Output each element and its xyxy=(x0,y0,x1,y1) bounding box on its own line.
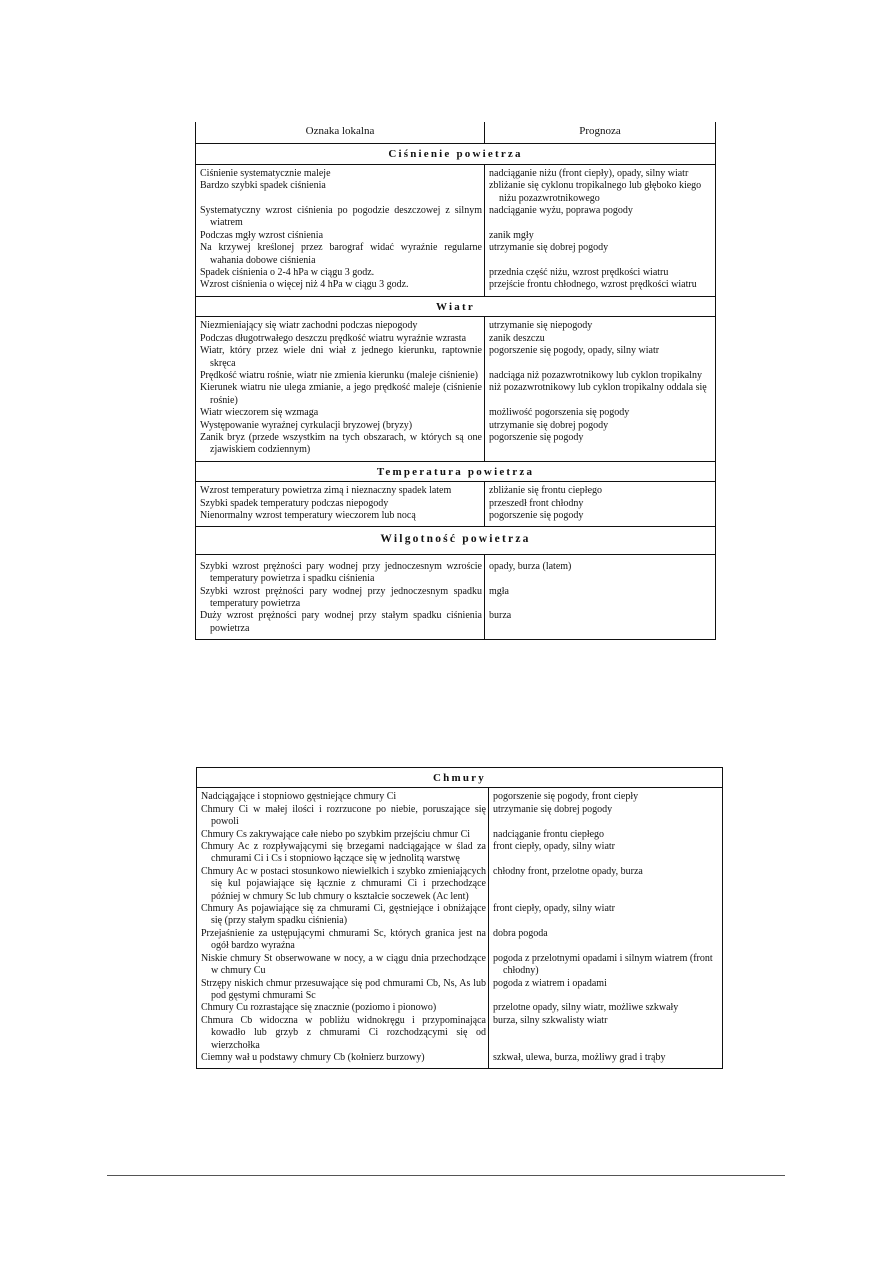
forecast-text: zanik deszczu xyxy=(489,332,545,344)
local-sign-cell xyxy=(196,554,485,585)
forecast-text: pogorszenie się pogody xyxy=(489,509,584,521)
forecast-text: nadciąganie niżu (front ciepły), opady, silny wiatr xyxy=(489,167,689,179)
forecast-text: burza xyxy=(489,610,512,622)
local-sign-text: Prędkość wiatru rośnie, wiatr nie zmienia kierunku (maleje ciśnienie) xyxy=(200,369,478,381)
forecast-cell xyxy=(485,345,716,370)
table-row xyxy=(197,1002,723,1014)
local-sign-text: Wiatr wieczorem się wzmaga xyxy=(200,407,319,419)
local-sign-cell xyxy=(197,1052,489,1069)
forecast-cell xyxy=(489,1052,723,1069)
table-row xyxy=(196,345,716,370)
table-row xyxy=(196,267,716,279)
forecast-table-main xyxy=(195,122,716,640)
local-sign-cell xyxy=(196,164,485,180)
forecast-text: pogorszenie się pogody, front ciepły xyxy=(493,791,639,803)
forecast-cell xyxy=(485,498,716,510)
forecast-cell xyxy=(485,317,716,333)
forecast-cell xyxy=(489,804,723,829)
local-sign-cell xyxy=(197,866,489,903)
section-title: Chmury xyxy=(197,768,723,788)
local-sign-text: Szybki wzrost prężności pary wodnej przy jednoczesnym spadku temperatury powietrza xyxy=(200,585,482,609)
forecast-text: przejście frontu chłodnego, wzrost prędkości wiatru xyxy=(489,279,697,291)
forecast-text: nadciąganie frontu ciepłego xyxy=(493,828,605,840)
local-sign-cell xyxy=(197,903,489,928)
local-sign-text: Kierunek wiatru nie ulega zmianie, a jego prędkość maleje (ciśnienie rośnie) xyxy=(200,382,482,406)
table-row xyxy=(196,610,716,639)
forecast-cell xyxy=(485,554,716,585)
local-sign-cell xyxy=(196,407,485,419)
forecast-cell xyxy=(489,978,723,1003)
local-sign-text: Duży wzrost prężności pary wodnej przy stałym spadku ciśnienia powietrza xyxy=(200,610,482,634)
forecast-text: pogorszenie się pogody xyxy=(489,431,584,443)
local-sign-cell xyxy=(196,610,485,639)
section-title: Temperatura powietrza xyxy=(196,461,716,481)
forecast-cell xyxy=(485,230,716,242)
forecast-text: utrzymanie się dobrej pogody xyxy=(489,419,609,431)
forecast-cell xyxy=(485,267,716,279)
local-sign-text: Podczas mgły wzrost ciśnienia xyxy=(200,229,324,241)
forecast-cell xyxy=(489,953,723,978)
table-row xyxy=(196,164,716,180)
forecast-cell xyxy=(489,866,723,903)
table-row xyxy=(197,903,723,928)
local-sign-cell xyxy=(196,205,485,230)
forecast-cell xyxy=(485,586,716,611)
table-row xyxy=(196,510,716,527)
forecast-table-clouds xyxy=(196,767,723,1069)
table-row xyxy=(196,242,716,267)
section-title: Wilgotność powietrza xyxy=(196,527,716,554)
local-sign-text: Ciśnienie systematycznie maleje xyxy=(200,167,331,179)
forecast-text: burza, silny szkwalisty wiatr xyxy=(493,1014,608,1026)
table-row xyxy=(196,333,716,345)
local-sign-text: Nienormalny wzrost temperatury wieczorem lub nocą xyxy=(200,509,416,521)
local-sign-text: Chmury Cu rozrastające się znacznie (poziomo i pionowo) xyxy=(201,1002,437,1014)
forecast-text: utrzymanie się dobrej pogody xyxy=(493,803,613,815)
local-sign-cell xyxy=(196,279,485,296)
local-sign-text: Podczas długotrwałego deszczu prędkość wiatru wyraźnie wzrasta xyxy=(200,332,467,344)
forecast-text: utrzymanie się dobrej pogody xyxy=(489,242,609,254)
table-row xyxy=(196,554,716,585)
local-sign-cell xyxy=(196,333,485,345)
local-sign-cell xyxy=(197,1015,489,1052)
local-sign-text: Szybki wzrost prężności pary wodnej przy jednoczesnym wzroście temperatury powietrza i spadku ciśnienia xyxy=(200,560,482,585)
local-sign-text: Chmury Ci w małej ilości i rozrzucone po niebie, poruszające się powoli xyxy=(201,803,486,828)
local-sign-text: Niskie chmury St obserwowane w nocy, a w ciągu dnia przechodzące w chmury Cu xyxy=(201,952,486,977)
table-row xyxy=(196,180,716,205)
forecast-text: front ciepły, opady, silny wiatr xyxy=(493,841,616,853)
table-row xyxy=(196,205,716,230)
local-sign-cell xyxy=(196,230,485,242)
forecast-cell xyxy=(485,370,716,382)
forecast-text: szkwał, ulewa, burza, możliwy grad i trąby xyxy=(493,1051,666,1063)
section-title-row xyxy=(196,296,716,316)
local-sign-cell xyxy=(197,1002,489,1014)
local-sign-text: Chmury Cs zakrywające całe niebo po szybkim przejściu chmur Ci xyxy=(201,828,471,840)
local-sign-cell xyxy=(196,586,485,611)
forecast-text: przelotne opady, silny wiatr, możliwe szkwały xyxy=(493,1002,679,1014)
local-sign-text: Strzępy niskich chmur przesuwające się pod chmurami Cb, Ns, As lub pod gęstymi chmurami Sc xyxy=(201,977,486,1001)
forecast-text: przednia część niżu, wzrost prędkości wiatru xyxy=(489,267,669,279)
forecast-cell xyxy=(485,407,716,419)
forecast-cell xyxy=(485,420,716,432)
forecast-cell xyxy=(489,903,723,928)
local-sign-cell xyxy=(197,788,489,804)
forecast-cell xyxy=(485,242,716,267)
local-sign-cell xyxy=(197,829,489,841)
local-sign-text: Chmury As pojawiające się za chmurami Ci, gęstniejące i obniżające się (przy stałym spadku ciśnienia) xyxy=(201,903,486,927)
footer-divider xyxy=(107,1175,785,1176)
local-sign-cell xyxy=(196,370,485,382)
table-row xyxy=(196,382,716,407)
forecast-text: opady, burza (latem) xyxy=(489,560,572,572)
table-row xyxy=(196,432,716,461)
forecast-text: nadciąga niż pozazwrotnikowy lub cyklon tropikalny xyxy=(489,369,702,381)
table-row xyxy=(196,279,716,296)
local-sign-text: Szybki spadek temperatury podczas niepogody xyxy=(200,497,389,509)
table-row xyxy=(196,420,716,432)
forecast-text: mgła xyxy=(489,585,509,597)
table-row xyxy=(197,928,723,953)
local-sign-text: Chmura Cb widoczna w pobliżu widnokręgu i przypominająca kowadło lub grzyb z chmurami Ci rozchodzącymi się od wierzchołka xyxy=(201,1014,486,1051)
local-sign-text: Wzrost temperatury powietrza zimą i nieznaczny spadek latem xyxy=(200,485,452,497)
local-sign-text: Niezmieniający się wiatr zachodni podczas niepogody xyxy=(200,320,418,332)
forecast-text: zbliżanie się frontu ciepłego xyxy=(489,485,603,497)
local-sign-cell xyxy=(197,928,489,953)
table-row xyxy=(196,370,716,382)
forecast-cell xyxy=(485,432,716,461)
table-row xyxy=(197,1052,723,1069)
local-sign-text: Na krzywej kreślonej przez barograf widać wyraźnie regularne wahania dobowe ciśnienia xyxy=(200,242,482,266)
local-sign-text: Zanik bryz (przede wszystkim na tych obszarach, w których są one zjawiskiem codziennym) xyxy=(200,431,482,456)
forecast-cell xyxy=(489,788,723,804)
table-row xyxy=(196,230,716,242)
section-title-row xyxy=(196,144,716,164)
forecast-text: chłodny front, przelotne opady, burza xyxy=(493,865,643,877)
forecast-text: niż pozazwrotnikowy lub cyklon tropikalny oddala się xyxy=(489,382,707,394)
forecast-text: utrzymanie się niepogody xyxy=(489,320,593,332)
forecast-text: przeszedł front chłodny xyxy=(489,497,584,509)
table-row xyxy=(197,788,723,804)
forecast-text: możliwość pogorszenia się pogody xyxy=(489,407,630,419)
local-sign-text: Bardzo szybki spadek ciśnienia xyxy=(200,180,326,192)
section-title: Ciśnienie powietrza xyxy=(196,144,716,164)
table-row xyxy=(197,953,723,978)
table-row xyxy=(197,866,723,903)
forecast-cell xyxy=(489,829,723,841)
local-sign-cell xyxy=(197,953,489,978)
forecast-text: pogoda z przelotnymi opadami i silnym wiatrem (front chłodny) xyxy=(493,952,713,977)
local-sign-cell xyxy=(196,180,485,205)
forecast-cell xyxy=(485,205,716,230)
local-sign-text: Chmury Ac w postaci stosunkowo niewielkich i szybko zmieniających się kul pojawiające się łącznie z chmurami Ci i przechodzące później w chmury Sc lub chmury o kształcie soczewek (Ac lent) xyxy=(201,865,486,902)
forecast-text: zbliżanie się cyklonu tropikalnego lub głęboko kiego niżu pozazwrotnikowego xyxy=(489,180,702,204)
forecast-cell xyxy=(485,382,716,407)
table-row xyxy=(197,978,723,1003)
local-sign-cell xyxy=(196,498,485,510)
forecast-text: pogorszenie się pogody, opady, silny wiatr xyxy=(489,345,660,357)
table-row xyxy=(197,804,723,829)
header-forecast: Prognoza xyxy=(485,122,716,144)
forecast-text: pogoda z wiatrem i opadami xyxy=(493,977,607,989)
table-row xyxy=(196,407,716,419)
local-sign-text: Wiatr, który przez wiele dni wiał z jednego kierunku, raptownie skręca xyxy=(200,345,482,369)
local-sign-text: Spadek ciśnienia o 2-4 hPa w ciągu 3 godz. xyxy=(200,267,375,279)
local-sign-cell xyxy=(196,482,485,498)
forecast-cell xyxy=(489,928,723,953)
local-sign-cell xyxy=(196,382,485,407)
local-sign-cell xyxy=(196,317,485,333)
local-sign-cell xyxy=(196,267,485,279)
section-title: Wiatr xyxy=(196,296,716,316)
local-sign-text: Ciemny wał u podstawy chmury Cb (kołnierz burzowy) xyxy=(201,1051,425,1063)
section-title-row xyxy=(196,461,716,481)
table-row xyxy=(197,829,723,841)
local-sign-text: Wzrost ciśnienia o więcej niż 4 hPa w ciągu 3 godz. xyxy=(200,279,409,291)
forecast-cell xyxy=(489,1002,723,1014)
local-sign-cell xyxy=(197,804,489,829)
local-sign-text: Nadciągające i stopniowo gęstniejące chmury Ci xyxy=(201,791,397,803)
forecast-text: dobra pogoda xyxy=(493,927,548,939)
local-sign-cell xyxy=(196,242,485,267)
forecast-text: nadciąganie wyżu, poprawa pogody xyxy=(489,205,633,217)
local-sign-text: Przejaśnienie za ustępującymi chmurami Sc, których granica jest na ogół bardzo wyraźna xyxy=(201,927,486,952)
forecast-cell xyxy=(485,333,716,345)
local-sign-text: Systematyczny wzrost ciśnienia po pogodzie deszczowej z silnym wiatrem xyxy=(200,205,482,229)
forecast-cell xyxy=(485,610,716,639)
forecast-cell xyxy=(485,482,716,498)
forecast-text: zanik mgły xyxy=(489,229,534,241)
local-sign-text: Występowanie wyraźnej cyrkulacji bryzowej (bryzy) xyxy=(200,419,413,431)
forecast-cell xyxy=(485,180,716,205)
forecast-cell xyxy=(489,1015,723,1052)
table-row xyxy=(197,1015,723,1052)
table-row xyxy=(196,498,716,510)
forecast-cell xyxy=(489,841,723,866)
local-sign-cell xyxy=(196,420,485,432)
forecast-cell xyxy=(485,510,716,527)
table-header-row xyxy=(196,122,716,144)
local-sign-cell xyxy=(196,510,485,527)
forecast-text: front ciepły, opady, silny wiatr xyxy=(493,903,616,915)
local-sign-cell xyxy=(197,978,489,1003)
local-sign-cell xyxy=(196,432,485,461)
forecast-cell xyxy=(485,164,716,180)
table-row xyxy=(196,317,716,333)
section-title-row xyxy=(196,527,716,554)
local-sign-cell xyxy=(197,841,489,866)
section-title-row xyxy=(197,768,723,788)
local-sign-cell xyxy=(196,345,485,370)
table-row xyxy=(196,586,716,611)
table-row xyxy=(196,482,716,498)
header-local-sign: Oznaka lokalna xyxy=(196,122,485,144)
table-row xyxy=(197,841,723,866)
forecast-cell xyxy=(485,279,716,296)
local-sign-text: Chmury Ac z rozpływającymi się brzegami nadciągające w ślad za chmurami Ci i Cs i stopniowo łączące się w jednolitą warstwę xyxy=(201,841,486,865)
